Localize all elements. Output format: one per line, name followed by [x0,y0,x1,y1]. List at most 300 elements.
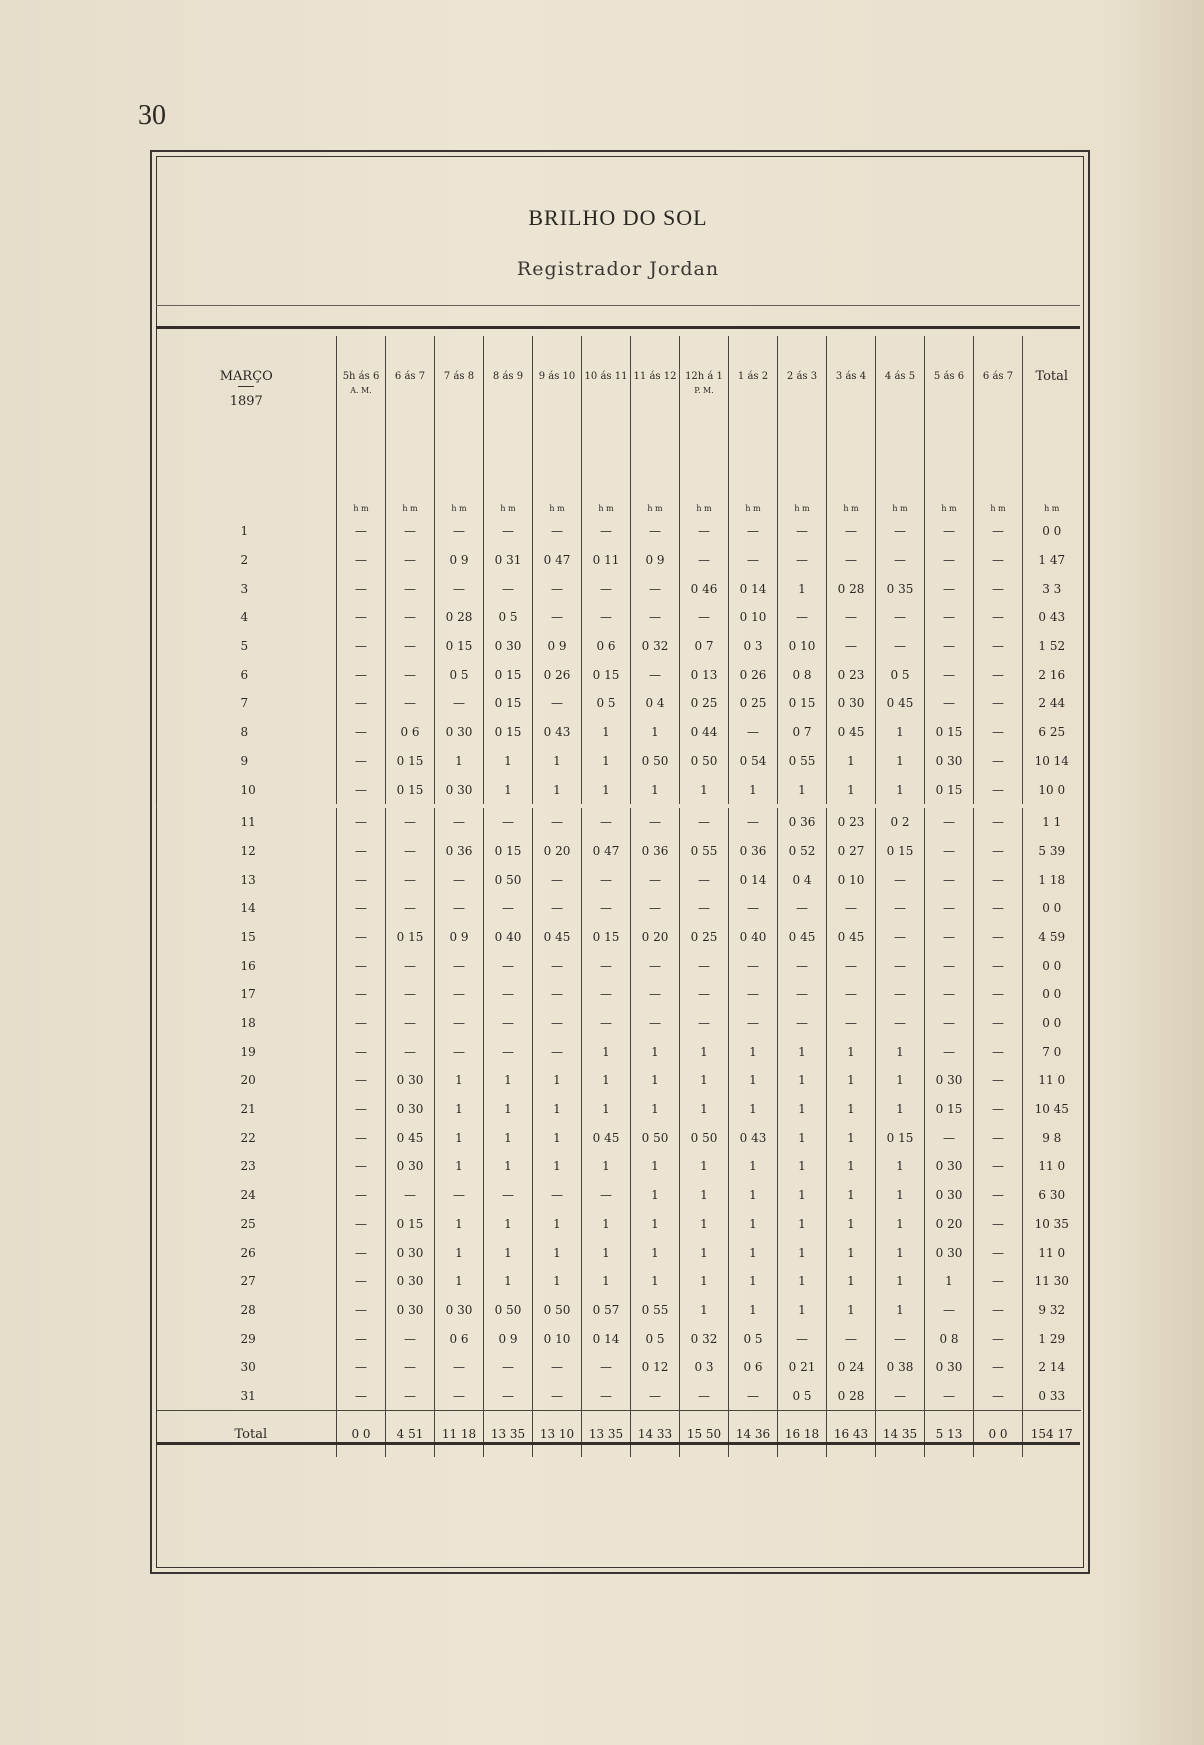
value-cell: 1 [778,1296,827,1325]
day-cell: 26 [240,1245,256,1260]
value-cell: 1 [582,718,631,747]
column-header [729,336,778,475]
row-total-cell: 11 0 [1023,1066,1081,1095]
value-cell: — [729,718,778,747]
value-cell: — [631,603,680,632]
value-cell: 0 5 [876,660,925,689]
table-row [157,718,1081,747]
value-cell: — [876,865,925,894]
value-cell: — [974,1123,1023,1152]
value-cell: 1 [582,1152,631,1181]
column-label: 10 ás 11 [584,371,628,382]
table-row [157,603,1081,632]
value-cell: 0 5 [778,1382,827,1411]
row-total-cell: 11 0 [1023,1238,1081,1267]
value-cell: — [533,1353,582,1382]
row-total-cell: 10 35 [1023,1210,1081,1239]
value-cell: 1 [876,1210,925,1239]
row-total-cell: 5 39 [1023,837,1081,866]
value-cell: 0 14 [729,574,778,603]
value-cell: — [876,894,925,923]
value-cell: — [729,1009,778,1038]
value-cell: 1 [582,775,631,804]
table-header-row [157,336,1081,475]
value-cell: — [925,1123,974,1152]
value-cell: 0 14 [582,1324,631,1353]
value-cell: 0 45 [582,1123,631,1152]
day-cell: 10 [240,782,256,797]
value-cell: — [533,517,582,546]
unit-label: h m [484,475,533,517]
value-cell: — [778,980,827,1009]
value-cell: — [533,689,582,718]
value-cell: 0 54 [729,747,778,776]
table-row [157,546,1081,575]
row-total-cell: 0 0 [1023,894,1081,923]
total-cell: 0 0 [974,1411,1023,1458]
value-cell: 0 9 [435,546,484,575]
day-cell: 1 [240,524,249,539]
value-cell: 0 15 [386,1210,435,1239]
table-row [157,894,1081,923]
value-cell: 0 3 [680,1353,729,1382]
value-cell: — [337,718,386,747]
value-cell: — [729,517,778,546]
value-cell: — [582,1009,631,1038]
row-total-cell: 10 0 [1023,775,1081,804]
value-cell: — [974,951,1023,980]
day-cell: 9 [240,753,249,768]
value-cell: — [435,574,484,603]
value-cell: 0 43 [533,718,582,747]
unit-label: h m [533,475,582,517]
value-cell: 1 [680,1037,729,1066]
table-row [157,1123,1081,1152]
total-cell: 16 18 [778,1411,827,1458]
column-label: 6 ás 7 [394,371,426,382]
value-cell: 0 30 [827,689,876,718]
value-cell: 1 [778,1152,827,1181]
value-cell: — [386,574,435,603]
value-cell: — [386,837,435,866]
value-cell: — [876,603,925,632]
table-row [157,1181,1081,1210]
value-cell: 0 50 [631,1123,680,1152]
value-cell: — [337,1353,386,1382]
value-cell: — [533,1037,582,1066]
day-cell: 6 [240,667,249,682]
value-cell: — [386,660,435,689]
value-cell: 1 [876,1238,925,1267]
value-cell: 0 15 [484,837,533,866]
value-cell: 1 [827,1095,876,1124]
value-cell: — [337,546,386,575]
row-total-cell: 0 0 [1023,517,1081,546]
value-cell: — [337,1238,386,1267]
value-cell: — [680,808,729,837]
value-cell: — [582,574,631,603]
value-cell: — [337,1123,386,1152]
value-cell: 1 [876,1066,925,1095]
value-cell: — [533,603,582,632]
divider [156,305,1080,306]
table-row [157,951,1081,980]
row-total-cell: 11 0 [1023,1152,1081,1181]
value-cell: — [484,808,533,837]
value-cell: 0 47 [582,837,631,866]
value-cell: — [974,1095,1023,1124]
value-cell: — [925,1009,974,1038]
value-cell: 0 47 [533,546,582,575]
value-cell: — [876,546,925,575]
value-cell: 0 20 [631,923,680,952]
value-cell: 0 30 [925,1353,974,1382]
value-cell: — [484,517,533,546]
value-cell: — [386,808,435,837]
column-label: 8 ás 9 [492,371,524,382]
value-cell: 0 15 [484,718,533,747]
value-cell: 1 [533,1238,582,1267]
value-cell: — [925,951,974,980]
value-cell: 0 8 [925,1324,974,1353]
value-cell: 0 8 [778,660,827,689]
column-label: 2 ás 3 [786,371,818,382]
unit-label: h m [729,475,778,517]
value-cell: 0 9 [484,1324,533,1353]
column-header [827,336,876,475]
day-cell: 17 [240,987,256,1002]
value-cell: 1 [778,1181,827,1210]
column-header [925,336,974,475]
column-label: 12h á 1 [685,371,723,382]
unit-label: h m [582,475,631,517]
value-cell: — [337,1066,386,1095]
value-cell: — [925,546,974,575]
value-cell: 1 [435,1238,484,1267]
value-cell: 1 [680,775,729,804]
day-cell: 30 [240,1360,256,1375]
value-cell: — [435,1382,484,1411]
value-cell: — [386,1382,435,1411]
value-cell: 1 [876,1152,925,1181]
value-cell: — [974,775,1023,804]
value-cell: 0 5 [729,1324,778,1353]
value-cell: — [435,1037,484,1066]
column-header [533,336,582,475]
value-cell: — [435,980,484,1009]
column-header [631,336,680,475]
day-cell: 21 [240,1102,256,1117]
value-cell: 1 [778,1238,827,1267]
total-cell: 5 13 [925,1411,974,1458]
value-cell: 0 30 [435,775,484,804]
units-row [157,475,1081,517]
value-cell: — [435,808,484,837]
value-cell: 0 13 [680,660,729,689]
value-cell: 0 38 [876,1353,925,1382]
value-cell: 1 [484,1095,533,1124]
value-cell: — [680,951,729,980]
total-cell: 11 18 [435,1411,484,1458]
value-cell: — [337,1095,386,1124]
value-cell: 0 6 [582,632,631,661]
unit-label: h m [778,475,827,517]
value-cell: 0 10 [827,865,876,894]
value-cell: — [974,894,1023,923]
value-cell: — [974,808,1023,837]
value-cell: — [582,865,631,894]
value-cell: 0 45 [827,718,876,747]
column-header [386,336,435,475]
value-cell: 1 [729,1210,778,1239]
value-cell: 0 10 [533,1324,582,1353]
value-cell: 0 15 [386,747,435,776]
day-cell: 2 [240,553,249,568]
day-cell: 11 [240,815,256,830]
value-cell: — [827,894,876,923]
value-cell: — [337,1181,386,1210]
value-cell: — [827,517,876,546]
value-cell: 0 44 [680,718,729,747]
value-cell: 0 15 [582,660,631,689]
value-cell: — [484,1181,533,1210]
column-label: Total [1035,369,1069,384]
value-cell: — [337,574,386,603]
value-cell: — [582,1353,631,1382]
value-cell: — [533,980,582,1009]
value-cell: — [631,980,680,1009]
value-cell: 1 [729,1181,778,1210]
value-cell: — [386,603,435,632]
day-cell: 13 [240,872,256,887]
value-cell: 0 9 [435,923,484,952]
value-cell: 0 45 [386,1123,435,1152]
value-cell: 0 30 [386,1296,435,1325]
value-cell: — [337,747,386,776]
value-cell: 0 30 [925,1238,974,1267]
value-cell: — [631,951,680,980]
value-cell: — [974,689,1023,718]
value-cell: — [925,980,974,1009]
table-row [157,775,1081,804]
value-cell: 0 23 [827,808,876,837]
value-cell: — [974,1009,1023,1038]
value-cell: — [925,865,974,894]
value-cell: — [337,603,386,632]
value-cell: 0 30 [386,1095,435,1124]
column-sublabel: P. M. [694,386,714,395]
value-cell: 0 30 [435,718,484,747]
value-cell: 0 26 [729,660,778,689]
value-cell: — [337,894,386,923]
value-cell: — [435,1353,484,1382]
table-row [157,923,1081,952]
value-cell: — [925,1296,974,1325]
unit-label: h m [386,475,435,517]
day-cell: 8 [240,725,249,740]
value-cell: 1 [680,1210,729,1239]
value-cell: — [974,837,1023,866]
value-cell: 1 [680,1181,729,1210]
value-cell: 0 27 [827,837,876,866]
value-cell: — [484,1037,533,1066]
value-cell: — [533,894,582,923]
row-total-cell: 2 14 [1023,1353,1081,1382]
column-header [582,336,631,475]
total-cell: 14 35 [876,1411,925,1458]
value-cell: 1 [729,1238,778,1267]
column-header [484,336,533,475]
value-cell: — [533,951,582,980]
value-cell: 0 15 [484,660,533,689]
value-cell: 0 6 [435,1324,484,1353]
value-cell: — [386,1181,435,1210]
value-cell: — [631,660,680,689]
value-cell: 0 21 [778,1353,827,1382]
row-total-cell: 0 0 [1023,951,1081,980]
value-cell: 1 [729,1095,778,1124]
row-total-cell: 2 44 [1023,689,1081,718]
row-total-cell: 0 33 [1023,1382,1081,1411]
day-cell: 20 [240,1073,256,1088]
value-cell: 1 [435,1066,484,1095]
column-label: 11 ás 12 [633,371,677,382]
value-cell: 1 [533,1123,582,1152]
value-cell: — [974,1296,1023,1325]
page-number: 30 [138,100,166,131]
value-cell: — [386,689,435,718]
value-cell: 1 [631,1181,680,1210]
value-cell: 0 36 [778,808,827,837]
value-cell: 0 45 [533,923,582,952]
value-cell: 0 45 [876,689,925,718]
row-total-cell: 10 45 [1023,1095,1081,1124]
value-cell: — [974,603,1023,632]
table-row [157,1238,1081,1267]
value-cell: — [827,1009,876,1038]
value-cell: — [925,603,974,632]
value-cell: — [778,1009,827,1038]
value-cell: 0 15 [925,775,974,804]
totals-label: Total [157,1411,337,1458]
value-cell: 1 [484,1267,533,1296]
value-cell: 1 [680,1152,729,1181]
value-cell: 0 28 [435,603,484,632]
value-cell: — [778,603,827,632]
value-cell: — [484,1009,533,1038]
value-cell: 1 [435,1095,484,1124]
value-cell: 0 25 [729,689,778,718]
value-cell: 0 2 [876,808,925,837]
value-cell: — [925,517,974,546]
value-cell: — [729,808,778,837]
row-total-cell: 11 30 [1023,1267,1081,1296]
value-cell: — [337,632,386,661]
value-cell: — [680,517,729,546]
unit-label: h m [1023,475,1081,517]
value-cell: — [337,1152,386,1181]
value-cell: — [386,951,435,980]
value-cell: 0 10 [778,632,827,661]
row-total-cell: 0 0 [1023,980,1081,1009]
column-label: 5h ás 6 [342,371,380,382]
value-cell: — [974,1181,1023,1210]
value-cell: — [631,808,680,837]
value-cell: 0 7 [778,718,827,747]
row-total-cell: 0 43 [1023,603,1081,632]
value-cell: 0 23 [827,660,876,689]
value-cell: — [582,1181,631,1210]
value-cell: — [337,837,386,866]
table-row [157,1267,1081,1296]
value-cell: — [925,574,974,603]
value-cell: 0 30 [386,1152,435,1181]
table-title: BRILHO DO SOL [528,205,708,230]
value-cell: — [729,980,778,1009]
value-cell: — [974,574,1023,603]
value-cell: — [435,865,484,894]
value-cell: 1 [631,718,680,747]
unit-label: h m [827,475,876,517]
column-header [876,336,925,475]
value-cell: 1 [778,1267,827,1296]
value-cell: 0 50 [680,1123,729,1152]
value-cell: — [337,517,386,546]
row-total-cell: 6 30 [1023,1181,1081,1210]
table-row [157,747,1081,776]
unit-label: h m [925,475,974,517]
value-cell: — [386,632,435,661]
value-cell: 1 [778,1123,827,1152]
value-cell: — [876,980,925,1009]
table-row [157,808,1081,837]
divider [156,1442,1080,1445]
column-sublabel: A. M. [350,386,372,395]
value-cell: 0 30 [386,1238,435,1267]
value-cell: — [974,923,1023,952]
value-cell: — [386,1324,435,1353]
table-row [157,1324,1081,1353]
value-cell: 0 32 [680,1324,729,1353]
row-total-cell: 6 25 [1023,718,1081,747]
unit-label: h m [631,475,680,517]
value-cell: 0 5 [631,1324,680,1353]
value-cell: 0 50 [680,747,729,776]
value-cell: — [827,603,876,632]
value-cell: 0 15 [435,632,484,661]
value-cell: — [778,546,827,575]
value-cell: — [386,517,435,546]
divider [156,326,1080,329]
value-cell: — [876,632,925,661]
day-cell: 29 [240,1331,256,1346]
sunshine-table [156,336,1081,1457]
day-cell: 24 [240,1188,256,1203]
row-total-cell: 9 32 [1023,1296,1081,1325]
value-cell: — [925,660,974,689]
value-cell: — [337,775,386,804]
value-cell: — [337,1324,386,1353]
row-total-cell: 1 47 [1023,546,1081,575]
value-cell: — [974,1267,1023,1296]
value-cell: — [337,1296,386,1325]
day-cell: 15 [240,929,256,944]
value-cell: — [925,894,974,923]
value-cell: — [337,1267,386,1296]
value-cell: 0 6 [386,718,435,747]
value-cell: — [680,1382,729,1411]
value-cell: 1 [680,1267,729,1296]
